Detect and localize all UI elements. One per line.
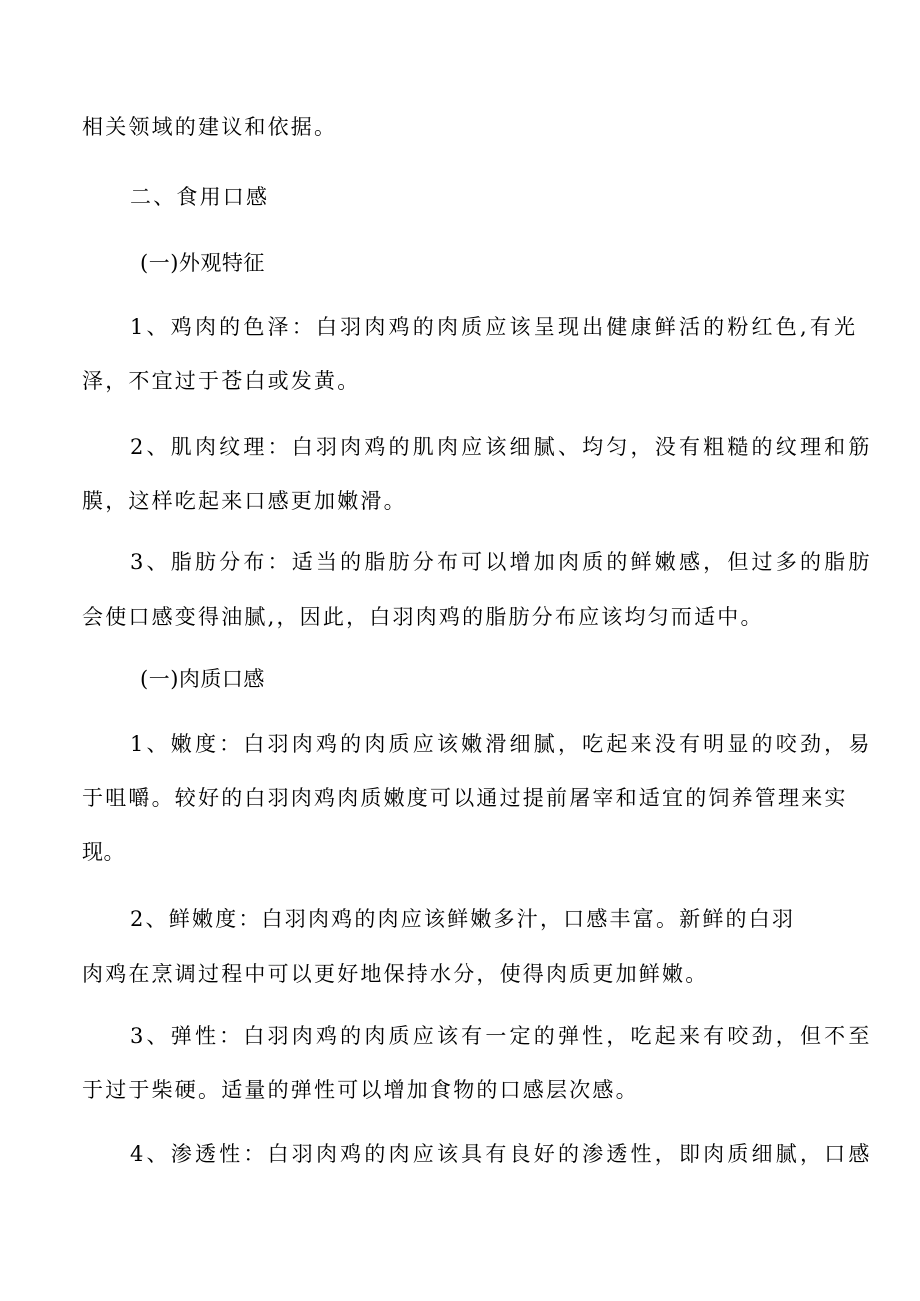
paragraph-line: 膜，这样吃起来口感更加嫩滑。: [82, 489, 407, 513]
section-heading: 二、食用口感: [130, 185, 270, 209]
paragraph-line: 2、肌肉纹理：白羽肉鸡的肌肉应该细腻、均匀，没有粗糙的纹理和筋: [130, 435, 873, 459]
paragraph-line: 于过于柴硬。适量的弹性可以增加食物的口感层次感。: [82, 1078, 639, 1102]
paragraph-line: 2、鲜嫩度：白羽肉鸡的肉应该鲜嫩多汁，口感丰富。新鲜的白羽: [130, 907, 796, 931]
paragraph-line: 于咀嚼。较好的白羽肉鸡肉质嫩度可以通过提前屠宰和适宜的饲养管理来实: [82, 786, 848, 810]
subsection-heading: (一)肉质口感: [140, 667, 265, 691]
paragraph-line: 肉鸡在烹调过程中可以更好地保持水分，使得肉质更加鲜嫩。: [82, 962, 709, 986]
paragraph-line: 3、脂肪分布：适当的脂肪分布可以增加肉质的鲜嫩感，但过多的脂肪: [130, 550, 873, 574]
paragraph-line: 现。: [82, 840, 125, 864]
subsection-heading: (一)外观特征: [140, 251, 265, 275]
paragraph-line: 3、弹性：白羽肉鸡的肉质应该有一定的弹性，吃起来有咬劲，但不至: [130, 1024, 873, 1048]
paragraph-line: 1、鸡肉的色泽：白羽肉鸡的肉质应该呈现出健康鲜活的粉红色,有光: [130, 315, 859, 339]
paragraph-line: 会使口感变得油腻,，因此，白羽肉鸡的脂肪分布应该均匀而适中。: [82, 605, 764, 629]
paragraph-line: 1、嫩度：白羽肉鸡的肉质应该嫩滑细腻，吃起来没有明显的咬劲，易: [130, 732, 873, 756]
paragraph-line: 4、渗透性：白羽肉鸡的肉应该具有良好的渗透性，即肉质细腻，口感: [130, 1142, 873, 1166]
paragraph-line: 泽，不宜过于苍白或发黄。: [82, 369, 361, 393]
paragraph-line: 相关领域的建议和依据。: [82, 115, 338, 139]
